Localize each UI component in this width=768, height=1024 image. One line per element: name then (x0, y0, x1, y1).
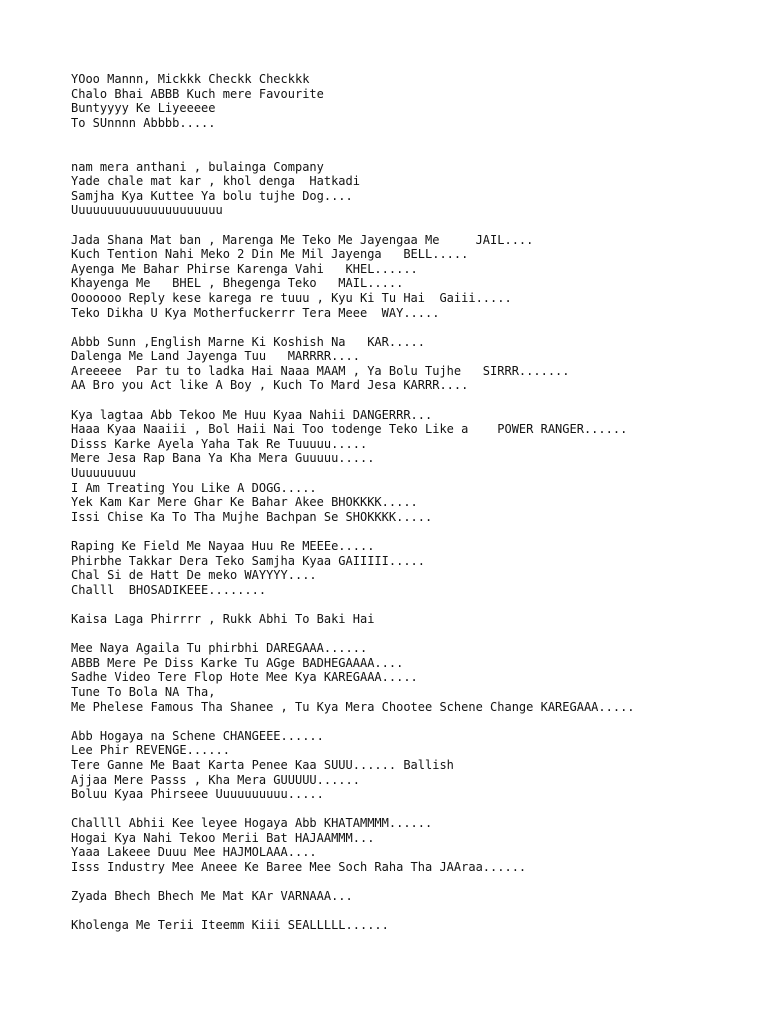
text-line: Teko Dikha U Kya Motherfuckerrr Tera Meee WAY..... (71, 305, 440, 320)
text-line: Isss Industry Mee Aneee Ke Baree Mee Soch Raha Tha JAAraa...... (71, 860, 527, 875)
text-line: Khayenga Me BHEL , Bhegenga Teko MAIL..... (71, 276, 404, 291)
document-body (71, 72, 761, 933)
stanza (71, 641, 761, 714)
text-line: Hogai Kya Nahi Tekoo Merii Bat HAJAAMMM... (71, 830, 375, 845)
text-line: Mee Naya Agaila Tu phirbhi DAREGAAA...... (71, 641, 368, 656)
text-line: To SUnnnn Abbbb..... (71, 115, 216, 130)
text-line: Kaisa Laga Phirrrr , Rukk Abhi To Baki Hai (71, 611, 375, 626)
text-line: Chalo Bhai ABBB Kuch mere Favourite (71, 86, 324, 101)
text-line: Sadhe Video Tere Flop Hote Mee Kya KAREGAAA..... (71, 670, 418, 685)
text-line: ABBB Mere Pe Diss Karke Tu AGge BADHEGAAAA.... (71, 655, 404, 670)
text-line: Yek Kam Kar Mere Ghar Ke Bahar Akee BHOKKKK..... (71, 495, 418, 510)
text-line: Kya lagtaa Abb Tekoo Me Huu Kyaa Nahii DANGERRR... (71, 407, 433, 422)
text-line: Chal Si de Hatt De meko WAYYYY.... (71, 568, 317, 583)
text-line: Raping Ke Field Me Nayaa Huu Re MEEEe..... (71, 539, 375, 553)
text-line: Uuuuuuuuu (71, 466, 137, 481)
text-line: Challll Abhii Kee leyee Hogaya Abb KHATAMMMM...... (71, 816, 433, 831)
stanza (71, 233, 761, 321)
text-line: Ajjaa Mere Passs , Kha Mera GUUUUU...... (71, 772, 360, 787)
text-line: Uuuuuuuuuuuuuuuuuuuuu (71, 203, 223, 218)
text-line: Haaa Kyaa Naaiii , Bol Haii Nai Too todenge Teko Like a POWER RANGER...... (71, 422, 628, 437)
text-line: Tune To Bola NA Tha, (71, 684, 216, 699)
text-line: Issi Chise Ka To Tha Mujhe Bachpan Se SHOKKKK..... (71, 509, 433, 524)
text-line: Mere Jesa Rap Bana Ya Kha Mera Guuuuu..... (71, 451, 375, 466)
text-line: Samjha Kya Kuttee Ya bolu tujhe Dog.... (71, 188, 353, 203)
text-line: Kholenga Me Terii Iteemm Kiii SEALLLLL...... (71, 918, 389, 933)
text-line: Jada Shana Mat ban , Marenga Me Teko Me Jayengaa Me JAIL.... (71, 232, 534, 247)
text-line: Phirbhe Takkar Dera Teko Samjha Kyaa GAIIIII..... (71, 553, 426, 568)
stanza (71, 889, 761, 904)
text-line: Areeeee Par tu to ladka Hai Naaa MAAM , Ya Bolu Tujhe SIRRR....... (71, 363, 570, 378)
stanza (71, 160, 761, 218)
text-line: Boluu Kyaa Phirseee Uuuuuuuuuu..... (71, 787, 324, 802)
text-line: Lee Phir REVENGE...... (71, 743, 230, 758)
text-line: Yade chale mat kar , khol denga Hatkadi (71, 174, 360, 189)
stanza (71, 729, 761, 802)
text-line: Buntyyyy Ke Liyeeeee (71, 101, 216, 116)
stanza (71, 612, 761, 627)
stanza (71, 918, 761, 933)
text-line: Zyada Bhech Bhech Me Mat KAr VARNAAA... (71, 889, 353, 904)
text-line: Ooooooo Reply kese karega re tuuu , Kyu Ki Tu Hai Gaiii..... (71, 290, 512, 305)
text-line: Abb Hogaya na Schene CHANGEEE...... (71, 728, 324, 743)
text-line: Abbb Sunn ,English Marne Ki Koshish Na KAR..... (71, 334, 426, 349)
text-line: YOoo Mannn, Mickkk Checkk Checkkk (71, 72, 310, 86)
stanza (71, 816, 761, 874)
text-line: I Am Treating You Like A DOGG..... (71, 480, 317, 495)
stanza (71, 335, 761, 393)
text-line: Ayenga Me Bahar Phirse Karenga Vahi KHEL...... (71, 261, 418, 276)
text-line: Yaaa Lakeee Duuu Mee HAJMOLAAA.... (71, 845, 317, 860)
text-line: Kuch Tention Nahi Meko 2 Din Me Mil Jayenga BELL..... (71, 247, 469, 262)
stanza (71, 72, 761, 130)
text-line: Disss Karke Ayela Yaha Tak Re Tuuuuu..... (71, 436, 368, 451)
text-line: Tere Ganne Me Baat Karta Penee Kaa SUUU...... Ballish (71, 757, 454, 772)
stanza (71, 408, 761, 525)
text-line: Challl BHOSADIKEEE........ (71, 582, 267, 597)
stanza (71, 539, 761, 597)
text-line: nam mera anthani , bulainga Company (71, 159, 324, 174)
text-line: Me Phelese Famous Tha Shanee , Tu Kya Mera Chootee Schene Change KAREGAAA..... (71, 699, 635, 714)
text-line: AA Bro you Act like A Boy , Kuch To Mard Jesa KARRR.... (71, 378, 469, 393)
text-line: Dalenga Me Land Jayenga Tuu MARRRR.... (71, 349, 360, 364)
